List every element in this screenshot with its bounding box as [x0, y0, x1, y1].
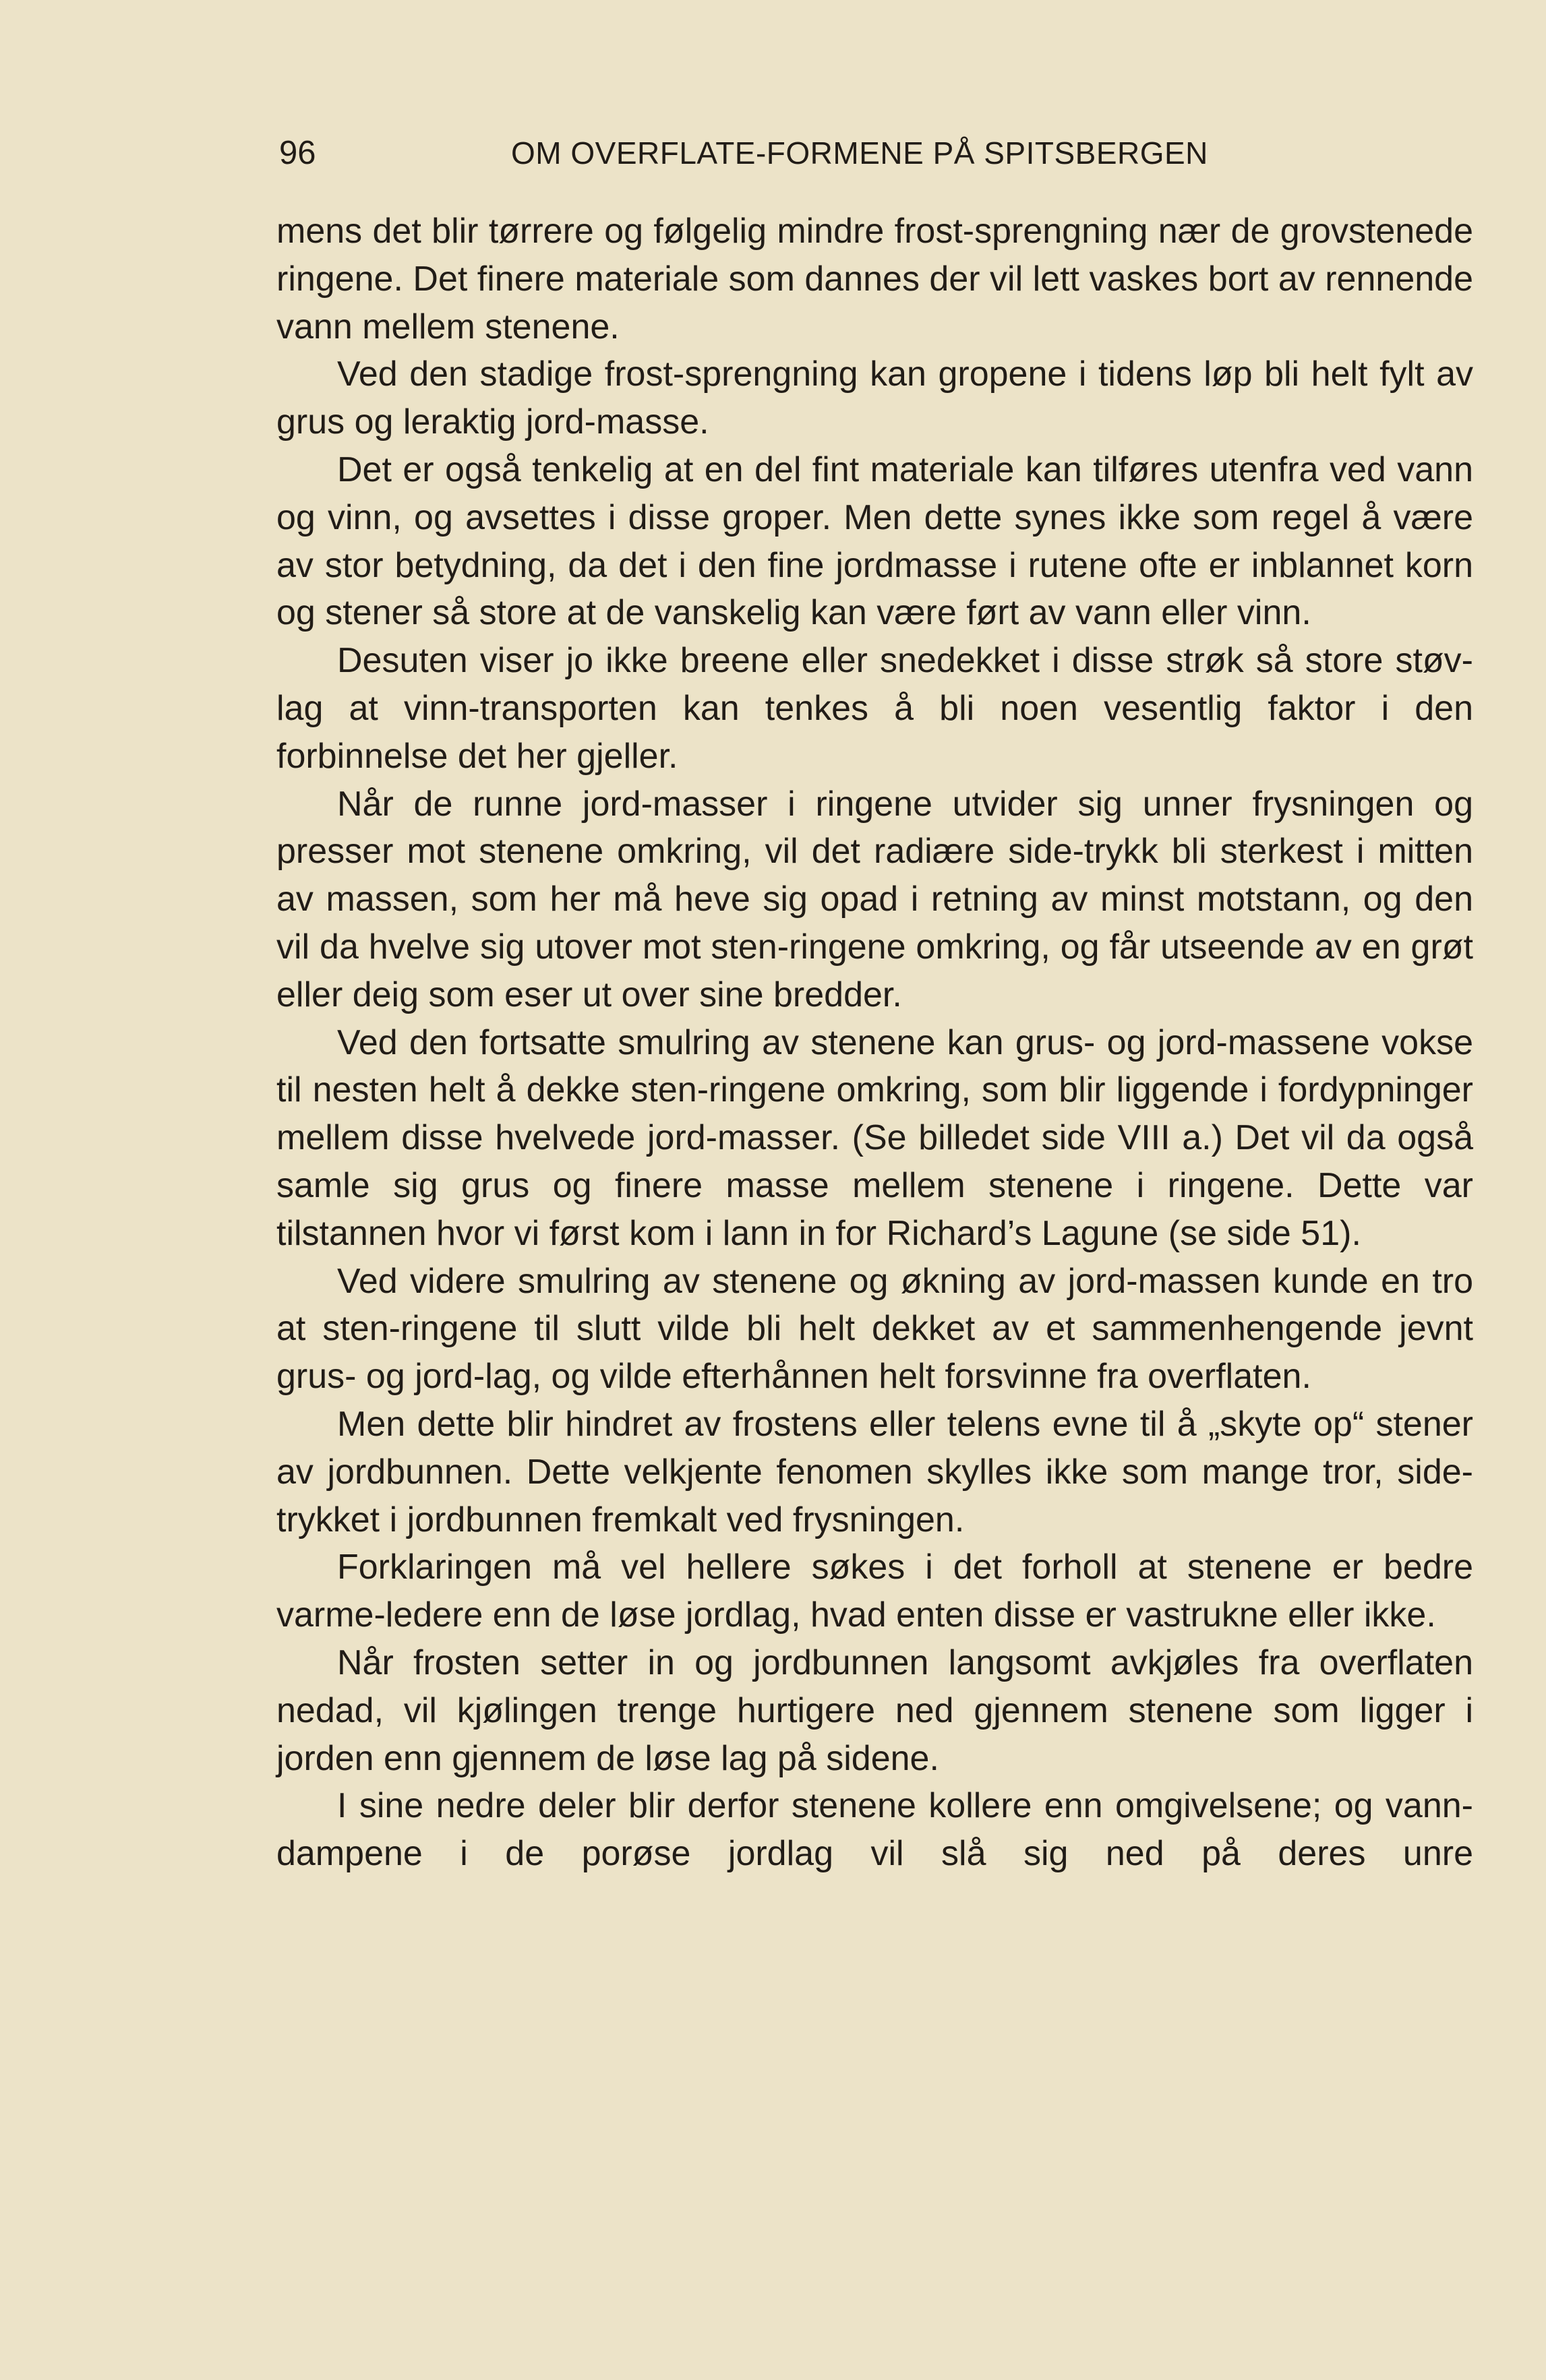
paragraph: Det er også tenkelig at en del fint materiale kan tilføres utenfra ved vann og vinn, og avsettes i disse groper. Men dette synes ikke som regel å være av stor betydning, da det i den fine jordmasse i rutene ofte er inblannet korn og stener så store at de vanskelig kan være ført av vann eller vinn.: [276, 450, 1473, 633]
paragraph: mens det blir tørrere og følgelig mindre frost-sprengning nær de grovstenede ringene. Det finere materiale som dannes der vil lett vaskes bort av rennende vann mellem stenene.: [276, 212, 1473, 346]
body-text: [276, 208, 1473, 1878]
paragraph: Ved videre smulring av stenene og økning av jord-massen kunde en tro at sten-ringene til slutt vilde bli helt dekket av et sammenhengende jevnt grus- og jord-lag, og vilde efterhånnen helt forsvinne fra overflaten.: [276, 1261, 1473, 1397]
paragraph: Ved den fortsatte smulring av stenene kan grus- og jord-massene vokse til nesten helt å dekke sten-ringene omkring, som blir liggende i fordypninger mellem disse hvelvede jord-masser. (Se billedet side VIII a.) Det vil da også samle sig grus og finere masse mellem stenene i ringene. Dette var tilstannen hvor vi først kom i lann in for Richard’s Lagune (se side 51).: [276, 1023, 1473, 1253]
page-number: 96: [279, 135, 316, 171]
paragraph: Men dette blir hindret av frostens eller telens evne til å „skyte op“ stener av jordbunnen. Dette velkjente fenomen skylles ikke som mange tror, side-trykket i jordbunnen fremkalt ved frysningen.: [276, 1404, 1473, 1539]
paragraph: Forklaringen må vel hellere søkes i det forholl at stenene er bedre varme-ledere enn de løse jordlag, hvad enten disse er vastrukne eller ikke.: [276, 1548, 1473, 1635]
paragraph: Når frosten setter in og jordbunnen langsomt avkjøles fra overflaten nedad, vil kjølingen trenge hurtigere ned gjennem stenene som ligger i jorden enn gjennem de løse lag på sidene.: [276, 1643, 1473, 1778]
paragraph: Ved den stadige frost-sprengning kan gropene i tidens løp bli helt fylt av grus og leraktig jord-masse.: [276, 355, 1473, 442]
paragraph: Når de runne jord-masser i ringene utvider sig unner frysningen og presser mot stenene omkring, vil det radiære side-trykk bli sterkest i mitten av massen, som her må heve sig opad i retning av minst motstann, og den vil da hvelve sig utover mot sten-ringene omkring, og får utseende av en grøt eller deig som eser ut over sine bredder.: [276, 784, 1473, 1014]
paragraph: I sine nedre deler blir derfor stenene kollere enn omgivelsene; og vann-dampene i de porøse jordlag vil slå sig ned på deres unre: [276, 1786, 1473, 1874]
page-header: [276, 129, 1246, 177]
running-title: OM OVERFLATE-FORMENE PÅ SPITSBERGEN: [511, 135, 1208, 171]
paragraph: Desuten viser jo ikke breene eller snedekket i disse strøk så store støv-lag at vinn-transporten kan tenkes å bli noen vesentlig faktor i den forbinnelse det her gjeller.: [276, 641, 1473, 776]
